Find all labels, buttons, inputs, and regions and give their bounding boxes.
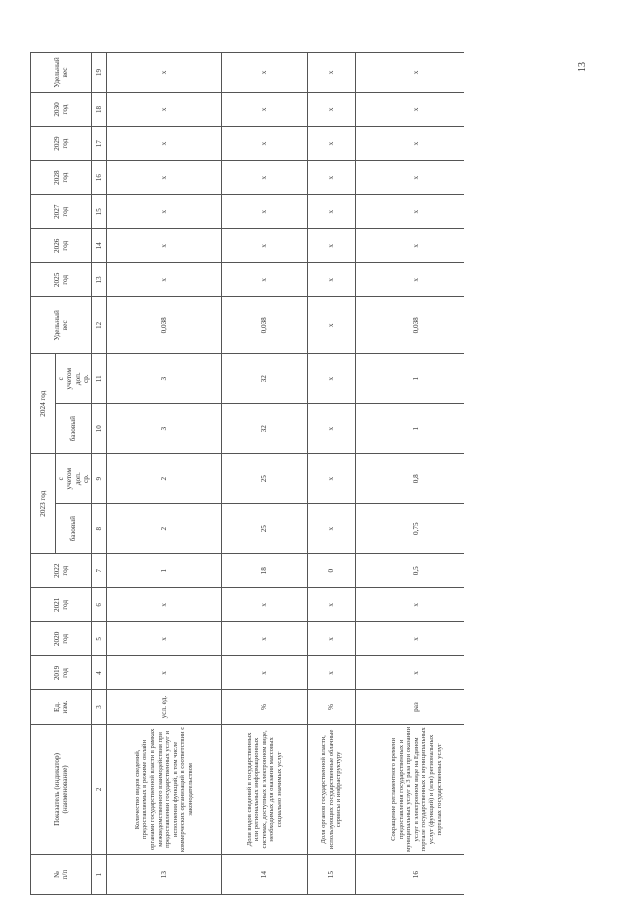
value-2029: х <box>107 127 222 161</box>
value-2029: х <box>356 127 464 161</box>
value-2028: х <box>308 161 356 195</box>
column-number: 19 <box>92 53 107 93</box>
value-2025: х <box>107 263 222 297</box>
value-2020: х <box>222 622 308 656</box>
value-2025: х <box>356 263 464 297</box>
value-2023-extra: х <box>308 454 356 504</box>
indicators-table <box>30 52 464 895</box>
column-number: 9 <box>92 454 107 504</box>
page-number: 13 <box>577 62 588 72</box>
value-2024-base: 32 <box>222 404 308 454</box>
value-weight-2: х <box>308 53 356 93</box>
value-2023-base: х <box>308 504 356 554</box>
value-2023-extra: 2 <box>107 454 222 504</box>
value-weight-2: х <box>356 53 464 93</box>
header-2023-extra: с учетом доп. ср. <box>56 454 92 504</box>
indicator-name: Доля видов сведений в государственных или региональных информационных системах, доступных в электронном виде, необходимых для оказания массовых социально значимых услуг <box>222 724 308 855</box>
header-row-1 <box>31 53 56 895</box>
value-weight: х <box>308 297 356 354</box>
header-2019: 2019 год <box>31 656 92 690</box>
value-2028: х <box>222 161 308 195</box>
header-2029: 2029 год <box>31 127 92 161</box>
value-2022: 1 <box>107 554 222 588</box>
column-number: 7 <box>92 554 107 588</box>
header-2026: 2026 год <box>31 229 92 263</box>
value-2025: х <box>222 263 308 297</box>
column-number-row <box>92 53 107 895</box>
value-2026: х <box>308 229 356 263</box>
column-number: 1 <box>92 855 107 895</box>
value-2023-extra: 0,8 <box>356 454 464 504</box>
column-number: 6 <box>92 588 107 622</box>
column-number: 2 <box>92 724 107 855</box>
value-2024-base: 1 <box>356 404 464 454</box>
unit-cell: раз <box>356 690 464 724</box>
value-2030: х <box>308 92 356 126</box>
indicator-name: Доля органов государственной власти, использующих государственные облачные сервисы и инфраструктуру <box>308 724 356 855</box>
header-2027: 2027 год <box>31 195 92 229</box>
unit-cell: усл. ед. <box>107 690 222 724</box>
value-2028: х <box>356 161 464 195</box>
column-number: 10 <box>92 404 107 454</box>
column-number: 5 <box>92 622 107 656</box>
header-num: № п/п <box>31 855 92 895</box>
value-weight-2: х <box>107 53 222 93</box>
header-2024-extra: с учетом доп. ср. <box>56 354 92 404</box>
value-2024-extra: 1 <box>356 354 464 404</box>
value-2026: х <box>107 229 222 263</box>
value-2030: х <box>356 92 464 126</box>
value-2030: х <box>222 92 308 126</box>
value-2029: х <box>308 127 356 161</box>
header-2023: 2023 год <box>31 454 56 554</box>
value-2027: х <box>356 195 464 229</box>
header-2021: 2021 год <box>31 588 92 622</box>
value-2024-base: 3 <box>107 404 222 454</box>
column-number: 4 <box>92 656 107 690</box>
value-2027: х <box>107 195 222 229</box>
unit-cell: % <box>308 690 356 724</box>
value-2022: 18 <box>222 554 308 588</box>
table-container <box>30 52 464 895</box>
value-2023-extra: 25 <box>222 454 308 504</box>
value-2023-base: 2 <box>107 504 222 554</box>
indicator-name: Количество видов сведений, предоставляемых в режиме онлайн органами государственной власти в рамках межведомственного взаимодействия при предоставлении государственных услуг и исполнения функций, в том числе коммерческих организаций в соответствии с законодательством <box>107 724 222 855</box>
header-weight-2: Удельный вес <box>31 53 92 93</box>
value-2025: х <box>308 263 356 297</box>
table-row-13 <box>107 53 222 895</box>
value-2021: х <box>356 588 464 622</box>
value-2019: х <box>107 656 222 690</box>
value-2027: х <box>308 195 356 229</box>
header-unit: Ед. изм. <box>31 690 92 724</box>
column-number: 16 <box>92 161 107 195</box>
value-2028: х <box>107 161 222 195</box>
header-2023-base: базовый <box>56 504 92 554</box>
value-2022: 0 <box>308 554 356 588</box>
header-2028: 2028 год <box>31 161 92 195</box>
header-indicator: Показатель (индикатор) (наименование) <box>31 724 92 855</box>
row-number: 16 <box>356 855 464 895</box>
value-2022: 0,5 <box>356 554 464 588</box>
value-2024-base: х <box>308 404 356 454</box>
value-2024-extra: 32 <box>222 354 308 404</box>
column-number: 15 <box>92 195 107 229</box>
header-2024: 2024 год <box>31 354 56 454</box>
value-weight-2: х <box>222 53 308 93</box>
value-2024-extra: х <box>308 354 356 404</box>
value-2030: х <box>107 92 222 126</box>
column-number: 18 <box>92 92 107 126</box>
value-2023-base: 0,75 <box>356 504 464 554</box>
column-number: 11 <box>92 354 107 404</box>
row-number: 15 <box>308 855 356 895</box>
value-2026: х <box>356 229 464 263</box>
column-number: 8 <box>92 504 107 554</box>
table-row-16 <box>356 53 464 895</box>
row-number: 13 <box>107 855 222 895</box>
column-number: 12 <box>92 297 107 354</box>
rotated-table-frame <box>30 52 464 895</box>
header-2025: 2025 год <box>31 263 92 297</box>
value-2019: х <box>356 656 464 690</box>
value-2021: х <box>222 588 308 622</box>
indicator-name: Сокращение регламентного времени предоставления государственных и муниципальных услуг в 3 раза при оказании услуг в электронном виде на Едином портале государственных и муниципальных услуг (функций) и (или) региональных порталах государственных услуг <box>356 724 464 855</box>
header-2024-base: базовый <box>56 404 92 454</box>
value-weight: 0,038 <box>356 297 464 354</box>
column-number: 17 <box>92 127 107 161</box>
value-2026: х <box>222 229 308 263</box>
table-row-14 <box>222 53 308 895</box>
value-2019: х <box>222 656 308 690</box>
value-2021: х <box>107 588 222 622</box>
value-2029: х <box>222 127 308 161</box>
header-2020: 2020 год <box>31 622 92 656</box>
value-weight: 0,038 <box>222 297 308 354</box>
column-number: 13 <box>92 263 107 297</box>
column-number: 14 <box>92 229 107 263</box>
value-2020: х <box>356 622 464 656</box>
value-weight: 0,038 <box>107 297 222 354</box>
value-2027: х <box>222 195 308 229</box>
row-number: 14 <box>222 855 308 895</box>
value-2023-base: 25 <box>222 504 308 554</box>
header-2022: 2022 год <box>31 554 92 588</box>
value-2024-extra: 3 <box>107 354 222 404</box>
table-row-15 <box>308 53 356 895</box>
value-2019: х <box>308 656 356 690</box>
value-2020: х <box>308 622 356 656</box>
value-2020: х <box>107 622 222 656</box>
value-2021: х <box>308 588 356 622</box>
unit-cell: % <box>222 690 308 724</box>
header-weight: Удельный вес <box>31 297 92 354</box>
header-2030: 2030 год <box>31 92 92 126</box>
column-number: 3 <box>92 690 107 724</box>
